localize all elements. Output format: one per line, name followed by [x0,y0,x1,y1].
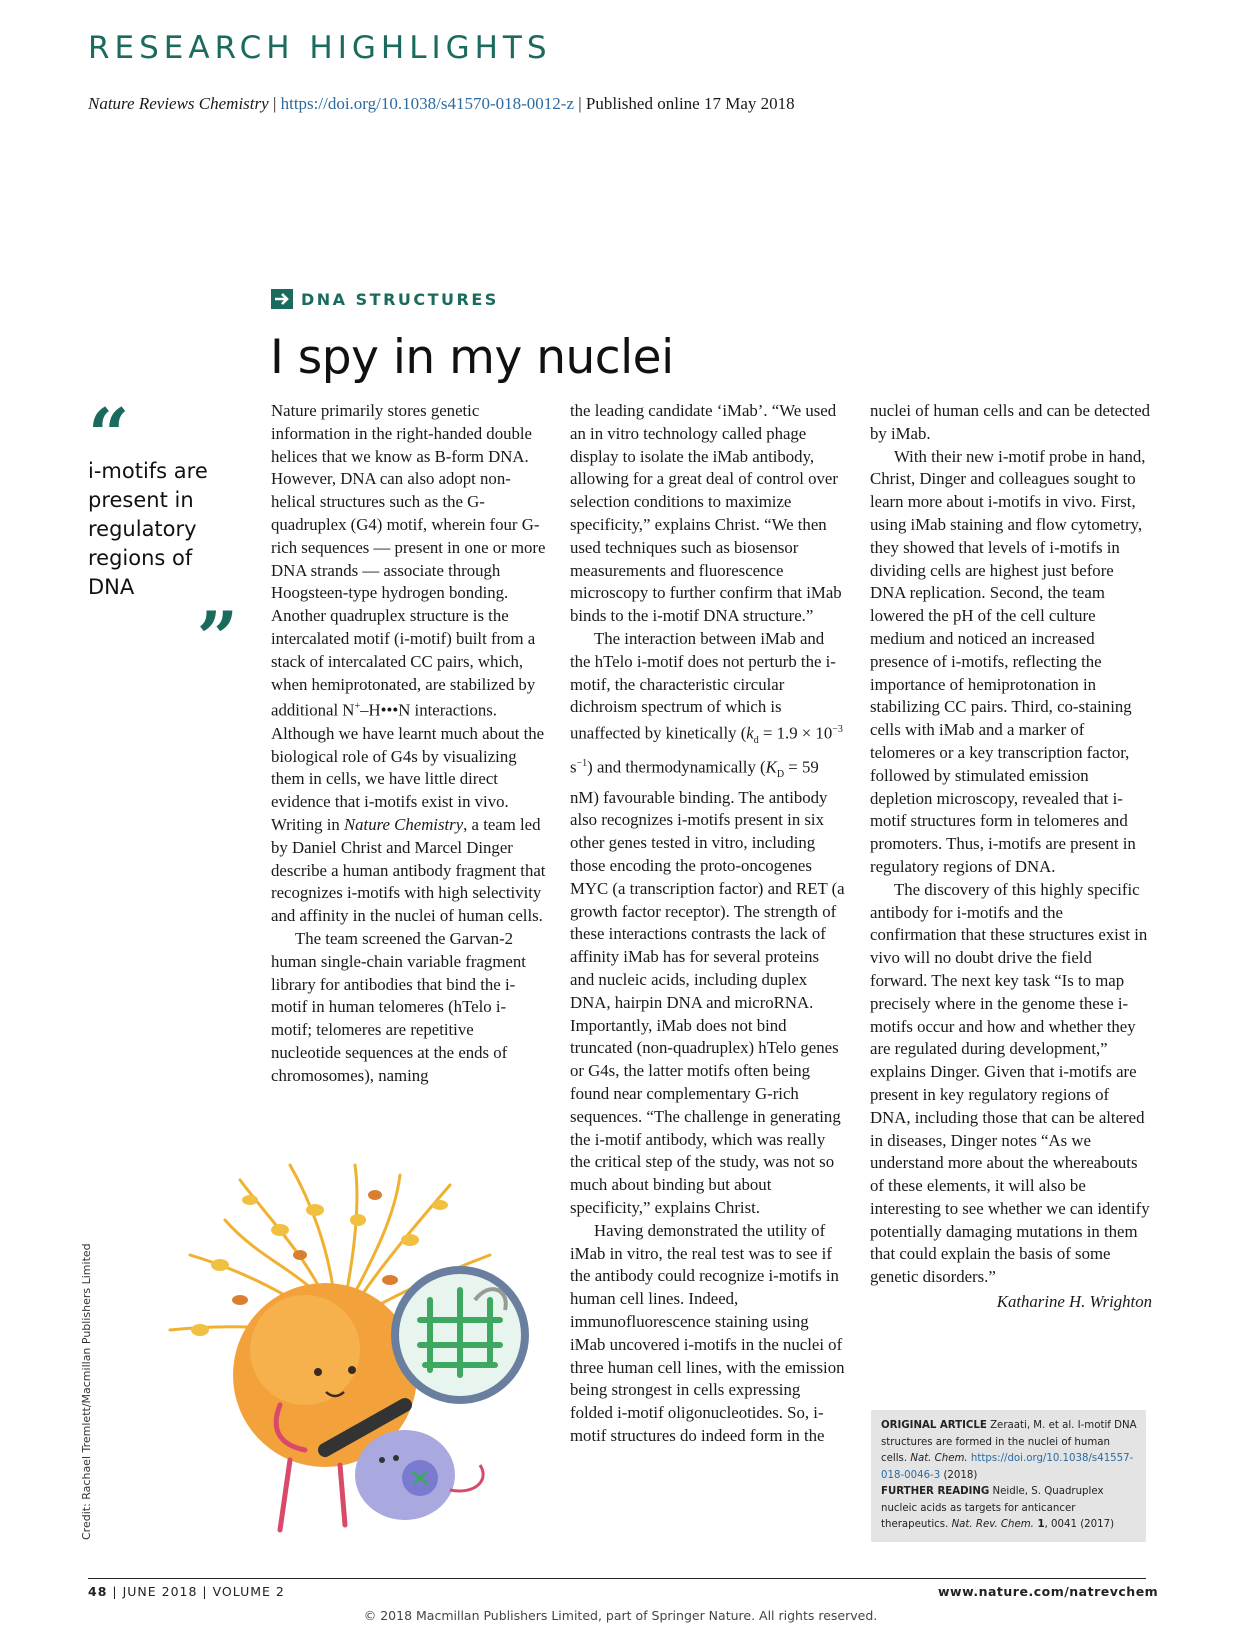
paragraph: Nature primarily stores genetic information in the right-handed double helices that we know as B-form DNA. However, DNA can also adopt non-helical structures such as the G-quadruplex (G4) motif, wherein four G-rich sequences — present in one or more DNA strands — associate through Hoogsteen-type hydrogen bonding. Another quadruplex structure is the intercalated motif (i-motif) built from a stack of intercalated CC pairs, which, when hemiprotonated, are stabilized by additional N+–H•••N interactions. Although we have learnt much about the biological role of G4s by visualizing them in cells, we have little direct evidence that i-motifs exist in vivo. Writing in Nature Chemistry, a team led by Daniel Christ and Marcel Dinger describe a human antibody fragment that recognizes i-motifs with high selectivity and affinity in the nuclei of human cells. [271,401,546,926]
footer-divider [88,1578,1146,1579]
original-article-ref: ORIGINAL ARTICLE Zeraati, M. et al. I-motif DNA structures are formed in the nuclei of human cells. Nat. Chem. https://doi.org/10.1038/s41557-018-0046-3 (2018) [881,1420,1137,1481]
text-column-2 [570,400,845,1448]
text-column-1 [271,400,546,1088]
paragraph: Having demonstrated the utility of iMab in vitro, the real test was to see if the antibody could recognize i-motifs in human cell lines. Indeed, immunofluorescence staining using iMab uncovered i-motifs in the nuclei of three human cell lines, with the emission being strongest in cells expressing folded i-motif oligonucleotides. So, i-motif structures do indeed form in the [570,1220,845,1445]
cell-icon [355,1430,483,1520]
paragraph: the leading candidate ‘iMab’. “We used an in vitro technology called phage display to isolate the iMab antibody, allowing for a great deal of control over selection conditions to maximize specificity,” explains Christ. “We then used techniques such as biosensor measurements and fluorescence microscopy to further confirm that iMab binds to the i-motif DNA structure.” [570,401,842,626]
citation-line: Nature Reviews Chemistry | https://doi.org/10.1038/s41570-018-0012-z | Published online 17 May 2018 [88,94,795,113]
paragraph: With their new i-motif probe in hand, Christ, Dinger and colleagues sought to learn more about i-motifs in vivo. First, using iMab staining and flow cytometry, they showed that levels of i-motifs in dividing cells are highest just before DNA replication. Second, the team lowered the pH of the cell culture medium and noticed an increased presence of i-motifs, reflecting the importance of hemiprotonation in stabilizing CC pairs. Third, co-staining cells with iMab and a marker of telomeres or a key transcription factor, followed by stimulated emission depletion microscopy, revealed that i-motif structures form in telomeres and promoters. Thus, i-motifs are present in regulatory regions of DNA. [870,446,1146,876]
references-box [871,1410,1146,1542]
footer-page-info: 48 | JUNE 2018 | VOLUME 2 [88,1584,285,1599]
further-reading-ref: FURTHER READING Neidle, S. Quadruplex nucleic acids as targets for anticancer therapeutics. Nat. Rev. Chem. 1, 0041 (2017) [881,1486,1115,1530]
paragraph: The interaction between iMab and the hTelo i-motif does not perturb the i-motif, the characteristic circular dichroism spectrum of which is unaffected by kinetically ($k_d = 1.9 \times 10^{-3}$ $s^{-1}$) and thermodynamically ($K_D = 59$ nM) favourable binding. The antibody also recognizes i-motifs present in six other genes tested in vitro, including those encoding the proto-oncogenes MYC (a transcription factor) and RET (a growth factor receptor). The strength of these interactions contrasts the lack of affinity iMab has for several proteins and nucleic acids, including duplex DNA, hairpin DNA and microRNA. Importantly, iMab does not bind truncated (non-quadruplex) hTelo genes or G4s, the latter motifs often being found near complementary G-rich sequences. “The challenge in generating the i-motif antibody, which was really the critical step of the study, was not so much about binding but about specificity,” explains Christ. [570,628,845,1217]
published-date: Published online 17 May 2018 [585,94,795,113]
paragraph: The discovery of this highly specific antibody for i-motifs and the confirmation that these structures exist in vivo will no doubt drive the field forward. The next key task “Is to map precisely where in the genome these i-motifs occur and how and whether they are regulated during development,” explains Dinger. Given that i-motifs are present in key regulatory regions of DNA, including those that can be altered in diseases, Dinger notes “As we understand more about the whereabouts of these elements, it will also be interesting to see whether we can identify potentially damaging mutations in them that could explain the basis of some genetic disorders.” [870,879,1150,1287]
paragraph: The team screened the Garvan-2 human single-chain variable fragment library for antibodies that bind the i-motif in human telomeres (hTelo i-motif; telomeres are repetitive nucleotide sequences at the ends of chromosomes), naming [271,928,526,1085]
text-column-3 [870,400,1152,1314]
page-number: 48 [88,1584,108,1599]
image-credit: Credit: Rachael Tremlett/Macmillan Publishers Limited [80,1243,93,1540]
journal-name: Nature Reviews Chemistry [88,94,269,113]
category-label: DNA STRUCTURES [301,289,499,309]
section-header: RESEARCH HIGHLIGHTS [88,30,552,66]
category-tag [271,289,499,309]
pull-quote [88,392,238,680]
doi-link[interactable]: https://doi.org/10.1038/s41570-018-0012-z [280,94,574,113]
close-quote-icon: ” [196,595,238,680]
open-quote-icon: “ [88,392,130,477]
pull-quote-text: i-motifs are present in regulatory regions of DNA [88,459,208,599]
illustration [130,1160,570,1540]
arrow-icon [271,289,293,309]
original-article-link[interactable]: https://doi.org/10.1038/s41557-018-0046-3 [881,1453,1134,1481]
author-signature: Katharine H. Wrighton [996,1292,1152,1312]
copyright-notice: © 2018 Macmillan Publishers Limited, part of Springer Nature. All rights reserved. [363,1608,878,1623]
article-title: I spy in my nuclei [270,330,674,385]
footer-url[interactable]: www.nature.com/natrevchem [938,1584,1159,1599]
paragraph: nuclei of human cells and can be detected by iMab. [870,401,1151,443]
